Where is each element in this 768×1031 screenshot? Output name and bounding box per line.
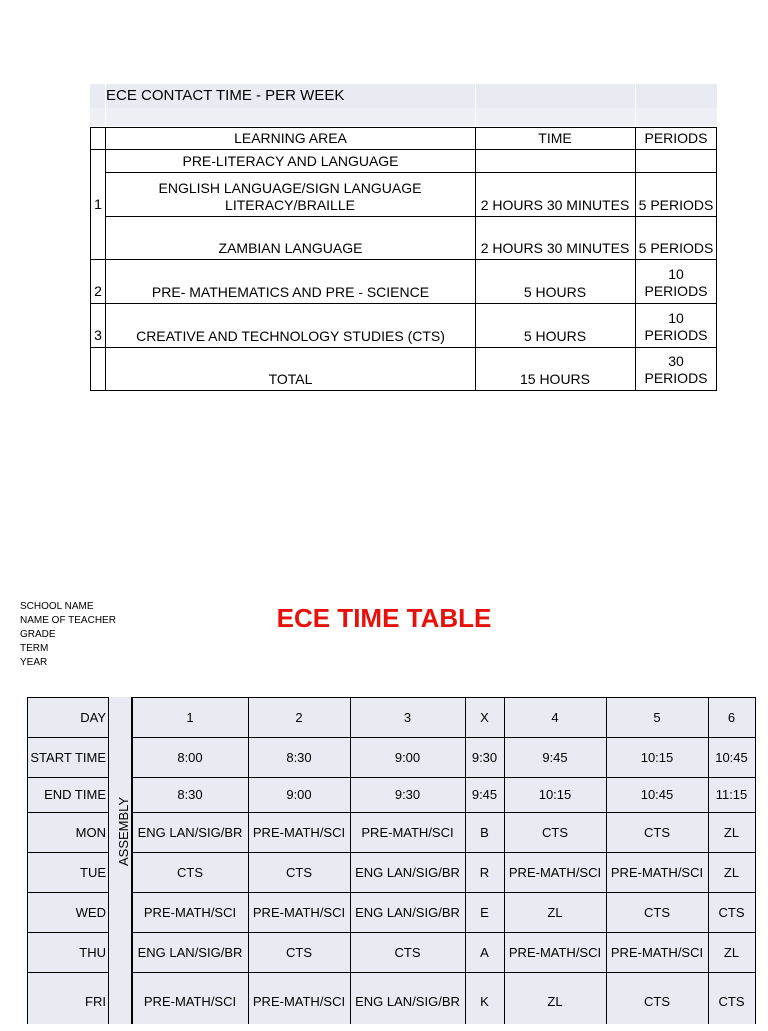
grid-line (27, 852, 755, 853)
contact-time-spacer-row (90, 108, 717, 126)
timetable-cell: CTS (718, 904, 745, 920)
timetable-cell: 8:00 (177, 749, 203, 765)
time-cts: 5 HOURS (523, 327, 587, 344)
timetable-cell: 10:45 (715, 749, 748, 765)
meta-grade: GRADE (20, 629, 56, 640)
timetable-cell: 5 (653, 709, 661, 725)
grid-line (27, 932, 755, 933)
row-label-wed: WED (75, 904, 106, 920)
timetable-cell: CTS (542, 824, 568, 840)
row-label-mon: MON (75, 824, 106, 840)
timetable-cell: PRE-MATH/SCI (143, 994, 237, 1009)
timetable-cell: ENG LAN/SIG/BR (355, 864, 460, 880)
grid-line (27, 972, 755, 973)
row-label-tue: TUE (80, 864, 106, 880)
meta-school-name: SCHOOL NAME (20, 601, 94, 612)
timetable-cell: CTS (394, 944, 421, 960)
assembly-label: ASSEMBLY (116, 796, 131, 866)
row-label-fri: FRI (85, 994, 106, 1009)
grid-line (90, 127, 717, 128)
periods-total: 30 PERIODS (644, 353, 708, 386)
timetable-cell: PRE-MATH/SCI (610, 864, 704, 880)
row-number-3: 3 (94, 327, 102, 343)
timetable-cell: 10:15 (538, 787, 572, 802)
contact-time-title: ECE CONTACT TIME - PER WEEK (106, 87, 345, 104)
timetable-cell: 11:15 (715, 787, 748, 802)
grid-line (132, 697, 133, 1024)
grid-line (90, 390, 717, 391)
timetable-cell: R (479, 864, 490, 880)
timetable-cell: PRE-MATH/SCI (252, 994, 346, 1009)
area-english-language: ENGLISH LANGUAGE/SIGN LANGUAGE LITERACY/BRAILLE (158, 180, 422, 213)
row-label-end-time: END TIME (44, 787, 106, 802)
grid-line (27, 697, 755, 698)
timetable-cell: B (480, 824, 489, 840)
header-learning-area: LEARNING AREA (234, 129, 347, 146)
grid-line (105, 127, 106, 391)
periods-english-language: 5 PERIODS (638, 196, 714, 213)
grid-line (106, 216, 717, 217)
row-label-start-time: START TIME (30, 749, 106, 765)
timetable-cell: CTS (286, 864, 312, 880)
area-pre-literacy: PRE-LITERACY AND LANGUAGE (182, 152, 399, 169)
timetable-cell: CTS (718, 994, 745, 1009)
row-number-1: 1 (94, 195, 102, 212)
grid-line (635, 127, 636, 391)
grid-line (465, 697, 466, 1024)
timetable-cell: ZL (723, 864, 740, 880)
area-cts: CREATIVE AND TECHNOLOGY STUDIES (CTS) (136, 327, 445, 344)
grid-line (606, 697, 607, 1024)
grid-line (106, 172, 717, 173)
timetable-cell: ZL (547, 994, 563, 1009)
grid-line (105, 84, 106, 126)
grid-line (27, 737, 755, 738)
grid-line (27, 892, 755, 893)
time-total: 15 HOURS (519, 370, 591, 387)
timetable-cell: ZL (723, 824, 740, 840)
timetable-cell: CTS (644, 824, 670, 840)
timetable-cell: PRE-MATH/SCI (508, 864, 602, 880)
timetable-cell: 9:45 (471, 787, 498, 802)
grid-line (90, 347, 717, 348)
grid-line (90, 127, 91, 391)
timetable-cell: 4 (551, 709, 559, 725)
timetable-cell: PRE-MATH/SCI (252, 904, 346, 920)
timetable-cell: PRE-MATH/SCI (361, 824, 454, 840)
timetable-cell: X (480, 709, 489, 725)
grid-line (350, 697, 351, 1024)
timetable-cell: ENG LAN/SIG/BR (137, 824, 243, 840)
grid-line (27, 812, 755, 813)
timetable-cell: 2 (295, 709, 303, 725)
timetable-cell: 9:00 (286, 787, 312, 802)
timetable-cell: 1 (186, 709, 194, 725)
timetable-cell: PRE-MATH/SCI (252, 824, 346, 840)
area-zambian-language: ZAMBIAN LANGUAGE (218, 239, 363, 256)
area-pre-mathematics: PRE- MATHEMATICS AND PRE - SCIENCE (151, 283, 430, 300)
grid-line (248, 697, 249, 1024)
periods-pre-mathematics: 10 PERIODS (644, 266, 708, 299)
area-total: TOTAL (268, 370, 313, 387)
row-number-2: 2 (94, 283, 102, 299)
header-periods: PERIODS (644, 129, 708, 146)
row-label-day: DAY (80, 709, 106, 725)
timetable-cell: CTS (177, 864, 203, 880)
grid-line (90, 259, 717, 260)
timetable-cell: 10:45 (640, 787, 674, 802)
time-pre-mathematics: 5 HOURS (523, 283, 587, 300)
grid-line (27, 697, 28, 1024)
timetable-cell: CTS (644, 904, 670, 920)
grid-line (755, 697, 756, 1024)
timetable-cell: 9:30 (394, 787, 421, 802)
periods-zambian-language: 5 PERIODS (638, 239, 714, 256)
timetable-cell: 3 (403, 709, 412, 725)
grid-line (27, 777, 755, 778)
timetable-cell: ZL (547, 904, 563, 920)
grid-line (475, 84, 476, 126)
time-english-language: 2 HOURS 30 MINUTES (480, 196, 630, 213)
row-label-thu: THU (79, 944, 106, 960)
time-zambian-language: 2 HOURS 30 MINUTES (480, 239, 630, 256)
header-time: TIME (538, 129, 572, 146)
timetable-cell: 9:00 (394, 749, 421, 765)
grid-line (708, 697, 709, 1024)
timetable-cell: 8:30 (286, 749, 312, 765)
timetable-cell: PRE-MATH/SCI (143, 904, 237, 920)
timetable-title: ECE TIME TABLE (276, 603, 492, 633)
grid-line (90, 149, 717, 150)
timetable-cell: E (480, 904, 489, 920)
meta-teacher-name: NAME OF TEACHER (20, 615, 116, 626)
timetable-cell: 6 (727, 709, 736, 725)
timetable-cell: K (480, 994, 489, 1009)
timetable-cell: PRE-MATH/SCI (508, 944, 602, 960)
grid-line (716, 127, 717, 391)
timetable-cell: ZL (723, 944, 740, 960)
grid-line (475, 127, 476, 391)
timetable-cell: ENG LAN/SIG/BR (355, 994, 460, 1009)
grid-line (504, 697, 505, 1024)
timetable-cell: 8:30 (177, 787, 203, 802)
timetable-cell: CTS (644, 994, 670, 1009)
grid-line (635, 84, 636, 126)
grid-line (90, 303, 717, 304)
timetable-cell: CTS (286, 944, 312, 960)
timetable-cell: 9:45 (542, 749, 568, 765)
timetable-cell: PRE-MATH/SCI (610, 944, 704, 960)
timetable-cell: 10:15 (640, 749, 674, 765)
meta-year: YEAR (20, 657, 48, 668)
meta-term: TERM (20, 643, 49, 654)
timetable-cell: ENG LAN/SIG/BR (355, 904, 460, 920)
timetable-cell: A (480, 944, 489, 960)
timetable-cell: 9:30 (471, 749, 498, 765)
timetable-cell: ENG LAN/SIG/BR (137, 944, 243, 960)
periods-cts: 10 PERIODS (644, 310, 708, 343)
